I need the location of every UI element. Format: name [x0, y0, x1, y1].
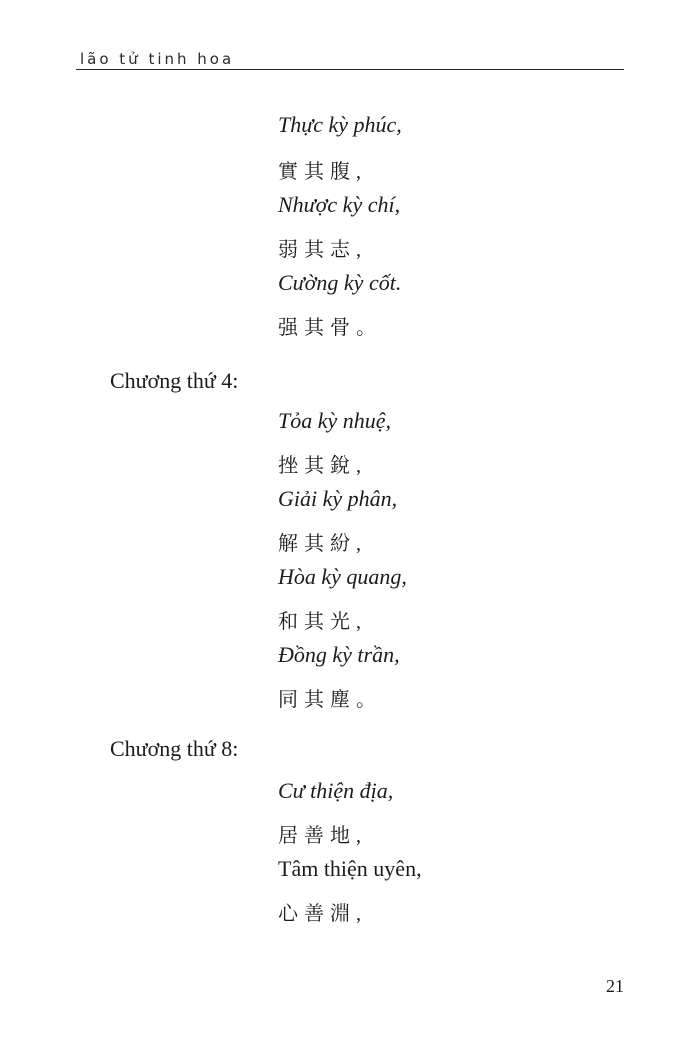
verse-line: Đồng kỳ trần, — [278, 642, 400, 667]
han-line: 挫其銳, — [278, 455, 367, 477]
han-line: 心善淵, — [278, 903, 367, 925]
header-rule — [76, 69, 624, 70]
running-header: lão tử tinh hoa — [80, 50, 235, 68]
verse-line: Hòa kỳ quang, — [278, 564, 407, 589]
verse-line: Cường kỳ cốt. — [278, 270, 402, 295]
han-line: 和其光, — [278, 611, 367, 633]
han-line: 居善地, — [278, 825, 367, 847]
verse-line: Giải kỳ phân, — [278, 486, 398, 511]
han-line: 實其腹, — [278, 161, 367, 183]
han-line: 同其塵。 — [278, 689, 382, 711]
han-line: 解其紛, — [278, 533, 367, 555]
verse-line: Tâm thiện uyên, — [278, 856, 422, 881]
han-line: 强其骨。 — [278, 317, 382, 339]
section-title-chapter-4: Chương thứ 4: — [110, 368, 239, 393]
verse-line: Nhược kỳ chí, — [278, 192, 401, 217]
verse-line: Thực kỳ phúc, — [278, 112, 402, 137]
section-title-chapter-8: Chương thứ 8: — [110, 736, 239, 761]
han-line: 弱其志, — [278, 239, 367, 261]
verse-line: Tỏa kỳ nhuệ, — [278, 408, 392, 433]
page-number: 21 — [606, 976, 624, 996]
verse-line: Cư thiện địa, — [278, 778, 394, 803]
